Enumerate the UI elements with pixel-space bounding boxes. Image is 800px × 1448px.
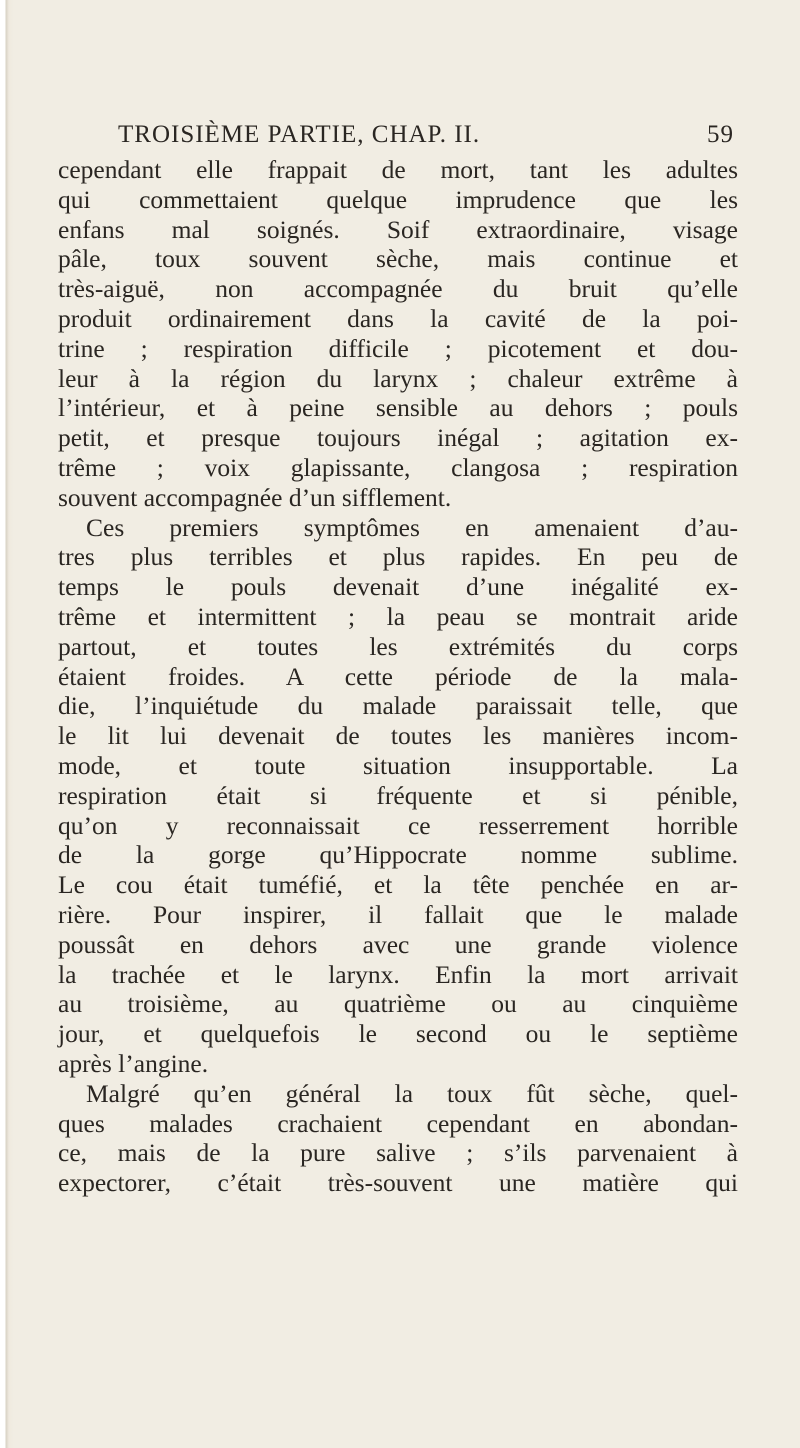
text-line: au troisième, au quatrième ou au cinquième: [58, 989, 738, 1019]
text-line: ce, mais de la pure salive ; s’ils parvenaient à: [58, 1138, 738, 1168]
text-line: Malgré qu’en général la toux fût sèche, quel-: [86, 1078, 738, 1108]
text-line: la trachée et le larynx. Enfin la mort arrivait: [58, 959, 738, 989]
text-line: trême et intermittent ; la peau se montrait aride: [58, 601, 738, 631]
text-line: tres plus terribles et plus rapides. En peu de: [58, 542, 738, 572]
text-line: cependant elle frappait de mort, tant les adultes: [58, 155, 738, 184]
text-line: die, l’inquiétude du malade paraissait telle, que: [58, 691, 738, 721]
text-line: poussât en dehors avec une grande violence: [58, 929, 738, 959]
text-line: ques malades crachaient cependant en abondan-: [58, 1108, 738, 1138]
text-line: de la gorge qu’Hippocrate nomme sublime.: [58, 840, 738, 870]
text-line: étaient froides. A cette période de la mala-: [58, 661, 738, 691]
text-line: petit, et presque toujours inégal ; agitation ex-: [58, 423, 738, 453]
text-line: trine ; respiration difficile ; picotement et dou-: [58, 333, 738, 363]
running-header: [118, 115, 734, 155]
text-line: Le cou était tuméfié, et la tête penchée en ar-: [58, 870, 738, 900]
text-line: souvent accompagnée d’un sifflement.: [58, 482, 452, 512]
text-line: qu’on y reconnaissait ce resserrement horrible: [58, 810, 738, 840]
text-line: trême ; voix glapissante, clangosa ; respiration: [58, 452, 738, 482]
page-number: 59: [707, 121, 734, 148]
text-line: temps le pouls devenait d’une inégalité ex-: [58, 572, 738, 602]
text-line: après l’angine.: [58, 1048, 209, 1078]
text-line: mode, et toute situation insupportable. La: [58, 750, 738, 780]
text-line: Ces premiers symptômes en amenaient d’au-: [86, 512, 738, 542]
running-title: TROISIÈME PARTIE, CHAP. II.: [118, 121, 481, 148]
text-line: partout, et toutes les extrémités du corps: [58, 631, 738, 661]
text-line: expectorer, c’était très-souvent une matière qui: [58, 1168, 738, 1198]
page-edge: [0, 0, 14, 1448]
text-line: très-aiguë, non accompagnée du bruit qu’elle: [58, 274, 738, 304]
text-line: enfans mal soignés. Soif extraordinaire, visage: [58, 214, 738, 244]
text-line: pâle, toux souvent sèche, mais continue et: [58, 244, 738, 274]
text-line: l’intérieur, et à peine sensible au dehors ; pouls: [58, 393, 738, 423]
text-line: produit ordinairement dans la cavité de la poi-: [58, 303, 738, 333]
text-line: qui commettaient quelque imprudence que les: [58, 184, 738, 214]
text-line: jour, et quelquefois le second ou le septième: [58, 1019, 738, 1049]
text-line: le lit lui devenait de toutes les manières incom-: [58, 721, 738, 751]
text-line: rière. Pour inspirer, il fallait que le malade: [58, 899, 738, 929]
text-line: respiration était si fréquente et si pénible,: [58, 780, 738, 810]
text-line: leur à la région du larynx ; chaleur extrême à: [58, 363, 738, 393]
body-text: [58, 155, 738, 1198]
